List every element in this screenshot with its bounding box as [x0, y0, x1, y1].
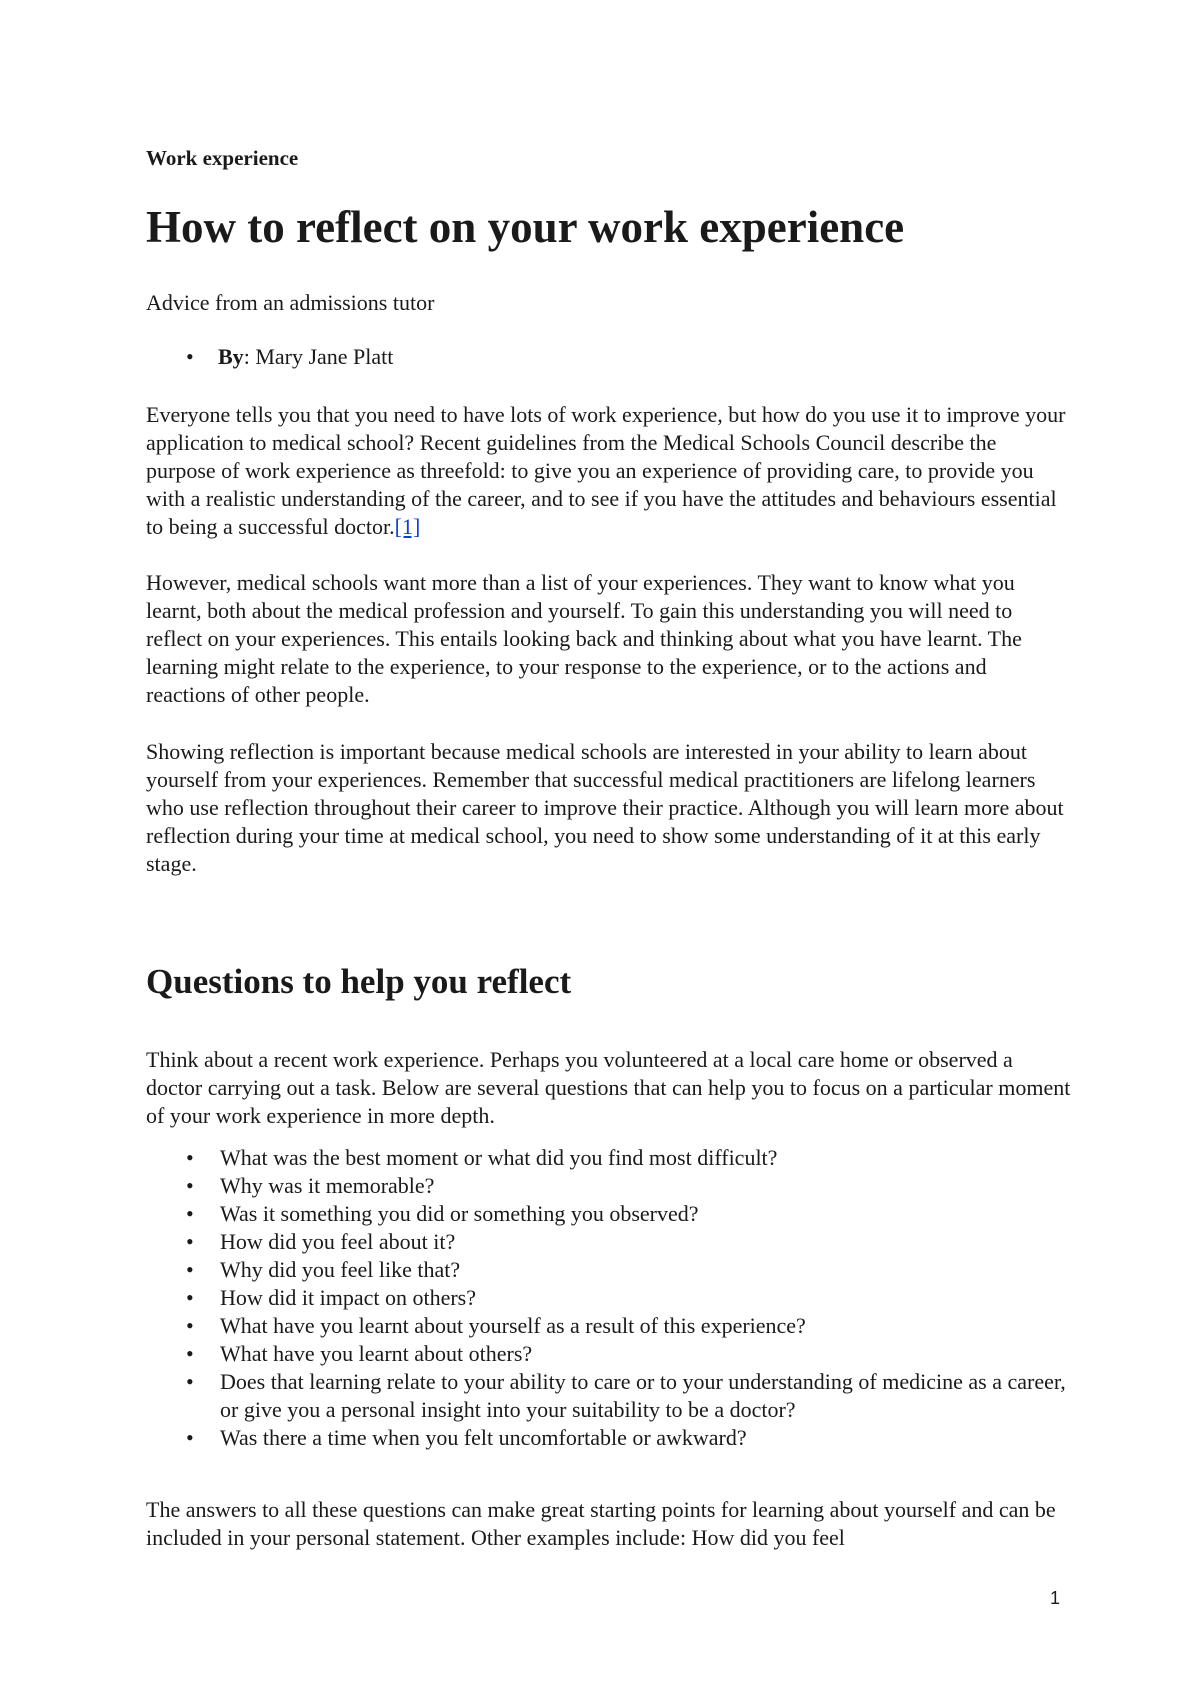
questions-list [186, 1144, 1066, 1452]
question-item: • How did it impact on others? [186, 1284, 1066, 1312]
paragraph-3: Showing reflection is important because medical schools are interested in your ability to learn about yourself from your experiences. Remember that successful medical practitioners are lifelong learners who use reflection throughout their career to improve their practice. Although you will learn more about reflection during your time at medical school, you need to show some understanding of it at this early stage. [146, 739, 1064, 876]
closing-paragraph: The answers to all these questions can make great starting points for learning about yourself and can be included in your personal statement. Other examples include: How did you feel [146, 1497, 1056, 1550]
question-item: • Does that learning relate to your ability to care or to your understanding of medicine as a career, or give you a personal insight into your suitability to be a doctor? [186, 1368, 1066, 1424]
section-intro-paragraph: Think about a recent work experience. Perhaps you volunteered at a local care home or observed a doctor carrying out a task. Below are several questions that can help you to focus on a particular moment of your work experience in more depth. [146, 1047, 1071, 1128]
section-heading: Questions to help you reflect [146, 962, 572, 1001]
intro-paragraph [146, 401, 1071, 541]
byline-list [186, 344, 393, 370]
author-name: Mary Jane Platt [255, 344, 394, 369]
question-item: • How did you feel about it? [186, 1228, 1066, 1256]
byline-separator: : [243, 344, 256, 369]
question-item: • What have you learnt about yourself as a result of this experience? [186, 1312, 1066, 1340]
byline-item [186, 344, 393, 370]
subtitle: Advice from an admissions tutor [146, 290, 435, 315]
byline-label: By [218, 344, 244, 369]
question-item: • Why was it memorable? [186, 1172, 1066, 1200]
intro-paragraph-text: Everyone tells you that you need to have lots of work experience, but how do you use it to improve your application to medical school? Recent guidelines from the Medical Schools Council describe the purpose of work experience as threefold: to give you an experience of providing care, to provide you with a realistic understanding of the career, and to see if you have the attitudes and behaviours essential to being a successful doctor. [146, 402, 1066, 539]
footnote-link[interactable]: [1] [394, 514, 421, 539]
page-number: 1 [1050, 1588, 1061, 1608]
question-item: • Was it something you did or something you observed? [186, 1200, 1066, 1228]
question-item: • Was there a time when you felt uncomfortable or awkward? [186, 1424, 1066, 1452]
section-kicker: Work experience [146, 146, 299, 170]
question-item: • What was the best moment or what did you find most difficult? [186, 1144, 1066, 1172]
question-item: • Why did you feel like that? [186, 1256, 1066, 1284]
question-item: • What have you learnt about others? [186, 1340, 1066, 1368]
page-title: How to reflect on your work experience [146, 202, 905, 252]
paragraph-2: However, medical schools want more than a list of your experiences. They want to know what you learnt, both about the medical profession and yourself. To gain this understanding you will need to reflect on your experiences. This entails looking back and thinking about what you have learnt. The learning might relate to the experience, to your response to the experience, or to the actions and reactions of other people. [146, 570, 1022, 707]
